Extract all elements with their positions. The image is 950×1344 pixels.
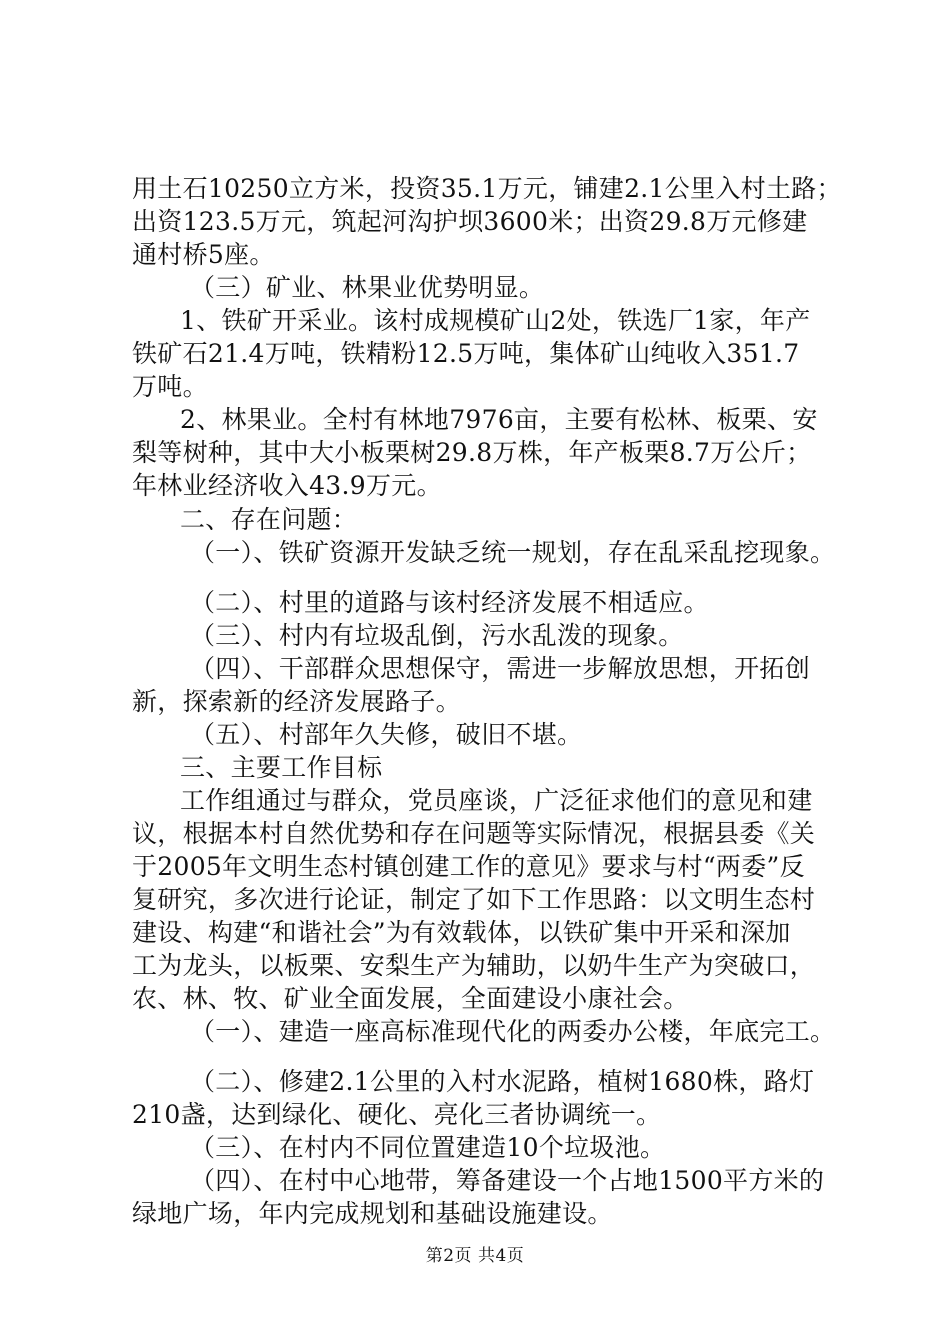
text-line: 绿地广场，年内完成规划和基础设施建设。	[132, 1199, 613, 1228]
text-line: 复研究，多次进行论证，制定了如下工作思路：以文明生态村	[132, 885, 816, 914]
section-heading: 二、存在问题：	[180, 505, 358, 534]
text-line: 通村桥5座。	[132, 240, 275, 269]
section-heading: （三）矿业、林果业优势明显。	[190, 273, 545, 302]
text-line: 出资123.5万元，筑起河沟护坝3600米；出资29.8万元修建	[132, 207, 808, 236]
text-line: （一）、建造一座高标准现代化的两委办公楼，年底完工。	[190, 1017, 836, 1046]
text-line: （四）、在村中心地带，筹备建设一个占地1500平方米的	[190, 1166, 825, 1195]
text-line: （四）、干部群众思想保守，需进一步解放思想，开拓创	[190, 654, 811, 683]
text-line: 万吨。	[132, 372, 208, 401]
text-line: 议，根据本村自然优势和存在问题等实际情况，根据县委《关	[132, 819, 816, 848]
text-line: （二）、村里的道路与该村经济发展不相适应。	[190, 588, 709, 617]
text-line: （三）、在村内不同位置建造10个垃圾池。	[190, 1133, 666, 1162]
text-line: （二）、修建2.1公里的入村水泥路，植树1680株，路灯	[190, 1067, 815, 1096]
text-line: 用土石10250立方米，投资35.1万元，铺建2.1公里入村土路；	[132, 174, 842, 203]
text-line: 1、铁矿开采业。该村成规模矿山2处，铁选厂1家，年产	[180, 306, 811, 335]
text-line: （三）、村内有垃圾乱倒，污水乱泼的现象。	[190, 621, 684, 650]
text-line: 农、林、牧、矿业全面发展，全面建设小康社会。	[132, 984, 689, 1013]
text-line: 工作组通过与群众，党员座谈，广泛征求他们的意见和建	[180, 786, 813, 815]
text-line: 建设、构建“和谐社会”为有效载体，以铁矿集中开采和深加	[132, 918, 791, 947]
text-line: （一）、铁矿资源开发缺乏统一规划，存在乱采乱挖现象。	[190, 538, 836, 567]
text-line: 新，探索新的经济发展路子。	[132, 687, 461, 716]
text-line: 铁矿石21.4万吨，铁精粉12.5万吨，集体矿山纯收入351.7	[132, 339, 800, 368]
text-line: 2、林果业。全村有林地7976亩，主要有松林、板栗、安	[180, 405, 818, 434]
text-line: 年林业经济收入43.9万元。	[132, 471, 442, 500]
text-line: 梨等树种，其中大小板栗树29.8万株，年产板栗8.7万公斤；	[132, 438, 812, 467]
text-line: 210盏，达到绿化、硬化、亮化三者协调统一。	[132, 1100, 662, 1129]
section-heading: 三、主要工作目标	[180, 753, 383, 782]
text-line: （五）、村部年久失修，破旧不堪。	[190, 720, 583, 749]
page-footer: 第2页 共4页	[425, 1246, 525, 1266]
text-line: 于2005年文明生态村镇创建工作的意见》要求与村“两委”反	[132, 852, 805, 881]
text-line: 工为龙头，以板栗、安梨生产为辅助，以奶牛生产为突破口，	[132, 951, 816, 980]
